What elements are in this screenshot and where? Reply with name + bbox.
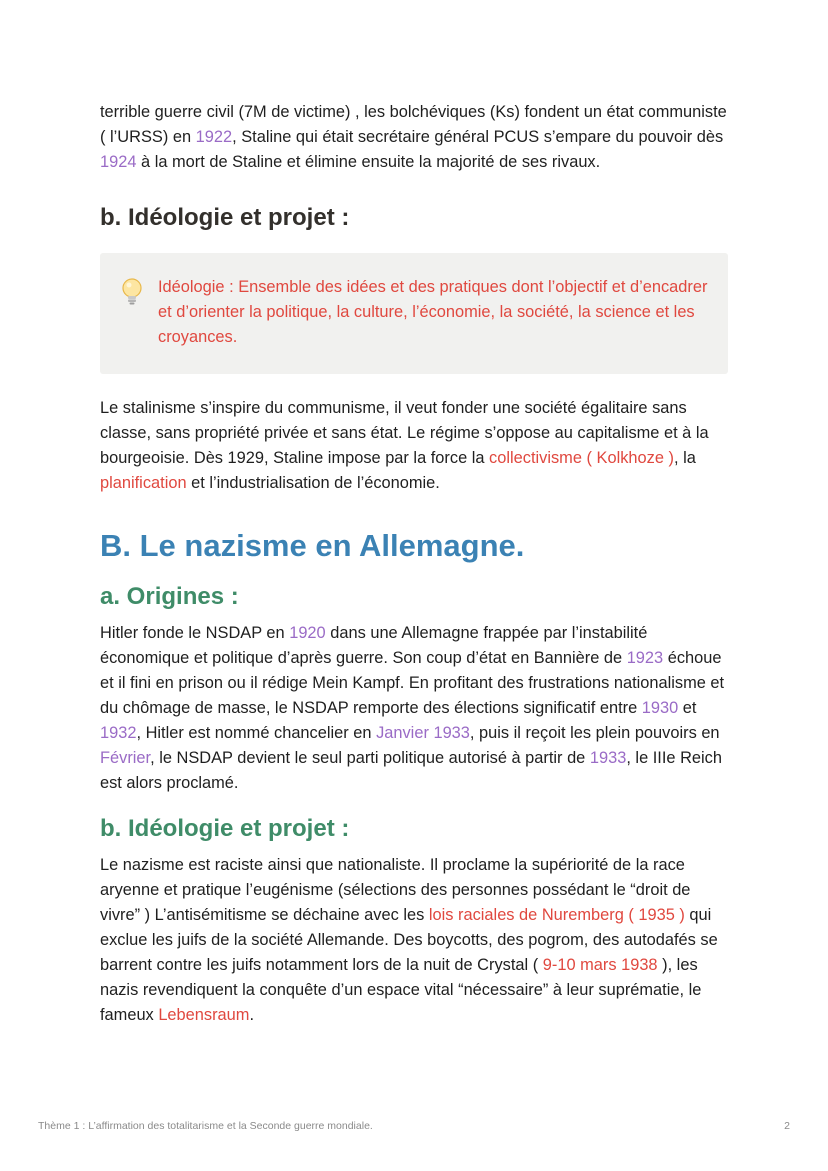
term-lois-nuremberg: lois raciales de Nuremberg ( 1935 ): [428, 906, 685, 924]
year-1923: 1923: [626, 649, 664, 667]
callout-definition: [100, 253, 728, 374]
year-1930: 1930: [641, 699, 679, 717]
heading-ideologie-nazisme: b. Idéologie et projet :: [100, 815, 350, 842]
year-1922: 1922: [195, 128, 233, 146]
footer-title: Thème 1 : L’affirmation des totalitarisme et la Seconde guerre mondiale.: [38, 1120, 373, 1132]
heading-origines: a. Origines :: [100, 583, 239, 610]
year-1932: 1932: [100, 724, 137, 742]
stalinisme-paragraph: Le stalinisme s’inspire du communisme, il veut fonder une société égalitaire sans classe, sans propriété privée et sans état. Le régime s’oppose au capitalisme et à la bourgeoisie. Dès 1929, Staline impose par la force la collectivisme ( Kolkhoze ), la planification et l’industrialisation de l’économie.: [100, 399, 709, 492]
page-footer: [38, 1120, 790, 1132]
date-janvier-1933: Janvier 1933: [376, 724, 470, 742]
year-1933: 1933: [589, 749, 627, 767]
heading-ideologie-stalinisme: b. Idéologie et projet :: [100, 204, 350, 231]
callout-definition-text: Idéologie : Ensemble des idées et des pratiques dont l’objectif et d’encadrer et d’orienter la politique, la culture, l’économie, la société, la science et les croyances.: [158, 278, 708, 346]
lightbulb-icon: [120, 275, 150, 312]
term-collectivisme: collectivisme ( Kolkhoze ): [489, 449, 674, 467]
date-fevrier: Février: [100, 749, 151, 767]
year-1924: 1924: [100, 153, 137, 171]
origines-paragraph: Hitler fonde le NSDAP en 1920 dans une Allemagne frappée par l’instabilité économique et politique d’après guerre. Son coup d’état en Bannière de 1923 échoue et il fini en prison ou il rédige Mein Kampf. En profitant des frustrations nationalisme et du chômage de masse, le NSDAP remporte des élections significatif entre 1930 et 1932, Hitler est nommé chancelier en Janvier 1933, puis il reçoit les plein pouvoirs en Février, le NSDAP devient le seul parti politique autorisé à partir de 1933, le IIIe Reich est alors proclamé.: [100, 624, 725, 792]
page-number: 2: [784, 1120, 790, 1132]
ideologie-nazisme-paragraph: Le nazisme est raciste ainsi que nationaliste. Il proclame la supériorité de la race aryenne et pratique l’eugénisme (sélections des personnes possédant le “droit de vivre” ) L’antisémitisme se déchaine avec les lois raciales de Nuremberg ( 1935 ) qui exclue les juifs de la société Allemande. Des boycotts, des pogrom, des autodafés se barrent contre les juifs notamment lors de la nuit de Crystal ( 9-10 mars 1938 ), les nazis revendiquent la conquête d’un espace vital “nécessaire” à leur suprématie, le fameux Lebensraum.: [100, 856, 718, 1024]
heading-nazisme: B. Le nazisme en Allemagne.: [100, 528, 525, 563]
term-planification: planification: [100, 474, 187, 492]
date-nuit-crystal: 9-10 mars 1938: [542, 956, 658, 974]
year-1920: 1920: [289, 624, 326, 642]
page-content: [100, 100, 728, 1028]
term-lebensraum: Lebensraum: [158, 1006, 250, 1024]
intro-paragraph: terrible guerre civil (7M de victime) , les bolchéviques (Ks) fondent un état communiste ( l’URSS) en 1922, Staline qui était secrétaire général PCUS s’empare du pouvoir dès 1924 à la mort de Staline et élimine ensuite la majorité de ses rivaux.: [100, 103, 727, 171]
